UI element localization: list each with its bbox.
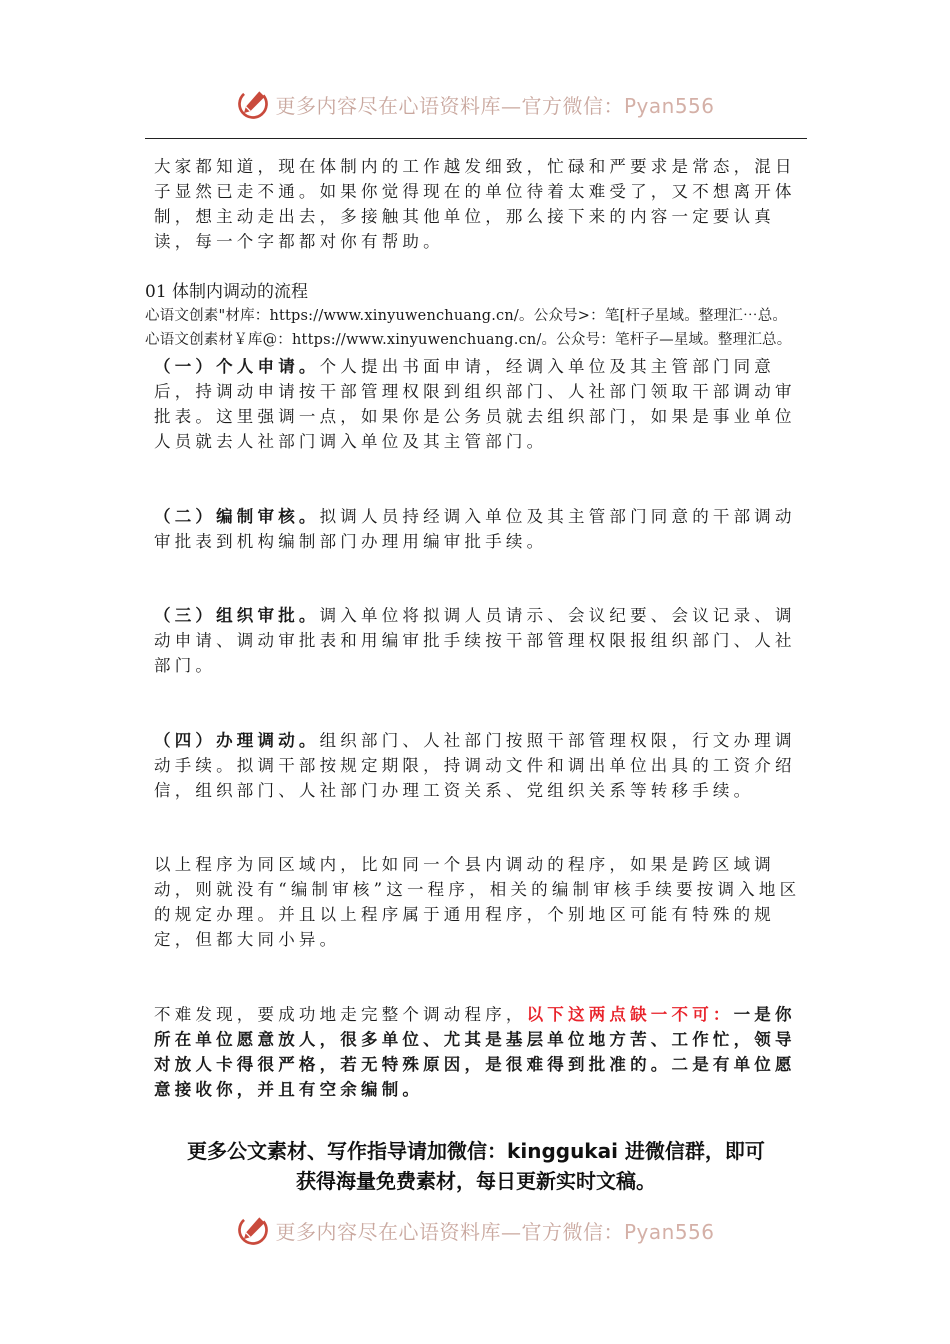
header-divider [145, 138, 807, 139]
step-body-1: 个人提出书面申请，经调入单位及其主管部门同意后，持调动申请按干部管理权限到组织部门、人社部门领取干部调动审批表。这里强调一点，如果你是公务员就去组织部门，如果是事业单位人员就去人社部门调入单位及其主管部门。 [154, 357, 796, 451]
step-paragraph-3 [154, 603, 802, 678]
step-paragraph-2 [154, 504, 802, 554]
step-paragraph-4 [154, 728, 802, 803]
step-title-3: （三）组织审批。 [154, 606, 320, 625]
banner-wechat-id: Pyan556 [623, 93, 715, 118]
banner-text [275, 1216, 714, 1245]
header-banner [0, 82, 950, 126]
section-title: 01 体制内调动的流程 [145, 282, 309, 302]
step-paragraph-1 [154, 354, 802, 454]
step-title-1: （一）个人申请。 [154, 357, 320, 376]
source-line-2: 心语文创素材￥库@：https://www.xinyuwenchuang.cn/。公众号：笔杆子—星域。整理汇总。 [145, 332, 792, 348]
step-body-3: 调入单位将拟调人员请示、会议纪要、会议记录、调动申请、调动审批表和用编审批手续按干部管理权限报组织部门、人社部门。 [154, 606, 796, 675]
conclusion-paragraph [154, 1002, 802, 1102]
step-title-4: （四）办理调动。 [154, 731, 320, 750]
footer-banner [0, 1208, 950, 1252]
note-paragraph: 以上程序为同区域内，比如同一个县内调动的程序，如果是跨区域调动，则就没有“编制审核”这一程序，相关的编制审核手续要按调入地区的规定办理。并且以上程序属于通用程序，个别地区可能有特殊的规定，但都大同小异。 [154, 855, 801, 949]
intro-paragraph: 大家都知道，现在体制内的工作越发细致，忙碌和严要求是常态，混日子显然已走不通。如果你觉得现在的单位待着太难受了，又不想离开体制，想主动走出去，多接触其他单位，那么接下来的内容一定要认真读，每一个字都都对你有帮助。 [154, 157, 796, 251]
conclusion-highlight: 以下这两点缺一不可： [526, 1005, 734, 1024]
step-title-2: （二）编制审核。 [154, 507, 320, 526]
footer-cta-line-1: 更多公文素材、写作指导请加微信：kinggukai 进微信群，即可 [187, 1139, 765, 1163]
step-body-2: 拟调人员持经调入单位及其主管部门同意的干部调动审批表到机构编制部门办理用编审批手续。 [154, 507, 796, 551]
banner-label: 更多内容尽在心语资料库—官方微信： [275, 1219, 624, 1244]
conclusion-lead: 不难发现，要成功地走完整个调动程序， [154, 1005, 527, 1024]
step-body-4: 组织部门、人社部门按照干部管理权限，行文办理调动手续。拟调干部按规定期限，持调动文件和调出单位出具的工资介绍信，组织部门、人社部门办理工资关系、党组织关系等转移手续。 [154, 731, 796, 800]
footer-cta [145, 1136, 807, 1196]
banner-text [275, 90, 714, 119]
pen-logo-icon [235, 1212, 271, 1248]
banner-wechat-id: Pyan556 [623, 1219, 715, 1244]
banner-label: 更多内容尽在心语资料库—官方微信： [275, 93, 624, 118]
conclusion-bold: 一是你所在单位愿意放人，很多单位、尤其是基层单位地方苦、工作忙，领导对放人卡得很严格，若无特殊原因，是很难得到批准的。二是有单位愿意接收你，并且有空余编制。 [154, 1005, 796, 1099]
footer-cta-line-2: 获得海量免费素材，每日更新实时文稿。 [296, 1169, 656, 1193]
source-line-1: 心语文创素"材库：https://www.xinyuwenchuang.cn/。公众号>：笔[杆子星域。整理汇⋯总。 [145, 308, 788, 324]
pen-logo-icon [235, 86, 271, 122]
